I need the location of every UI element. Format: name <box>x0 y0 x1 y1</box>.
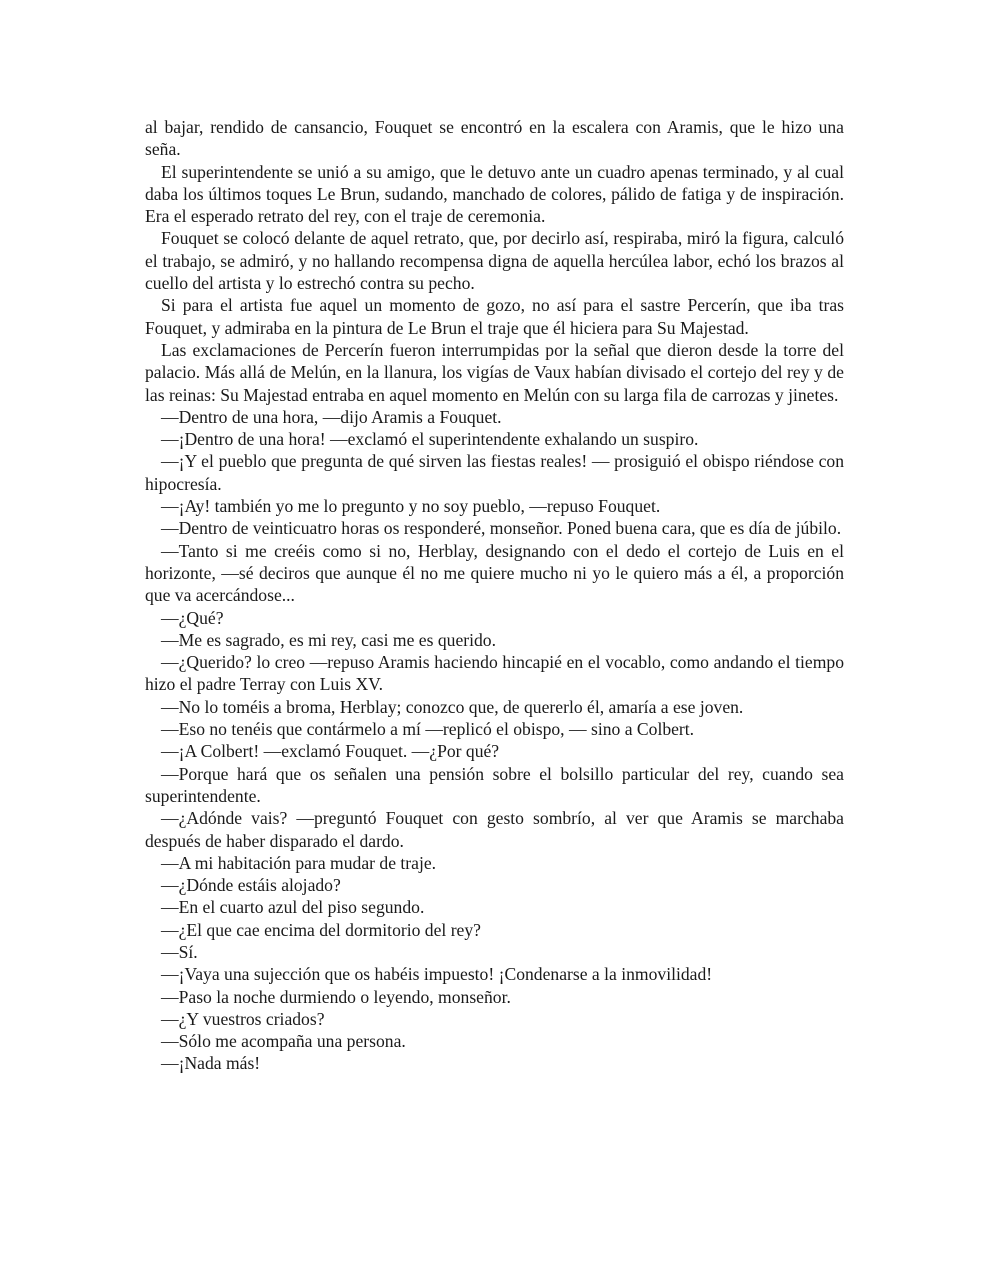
dialogue-line: —Eso no tenéis que contármelo a mí —replicó el obispo, — sino a Colbert. <box>161 719 695 740</box>
dialogue-line: —¡A Colbert! —exclamó Fouquet. —¿Por qué? <box>161 741 500 762</box>
dialogue-line: —¿Y vuestros criados? <box>161 1008 325 1029</box>
dialogue-line: —¿Adónde vais? —preguntó Fouquet con gesto sombrío, al ver que Aramis se marchaba después de haber disparado el dardo. <box>145 808 844 851</box>
paragraph: al bajar, rendido de cansancio, Fouquet se encontró en la escalera con Aramis, que le hizo una seña. <box>145 117 844 160</box>
paragraph: Si para el artista fue aquel un momento de gozo, no así para el sastre Percerín, que iba tras Fouquet, y admiraba en la pintura de Le Brun el traje que él hiciera para Su Majestad. <box>145 295 844 338</box>
dialogue-line: —Sólo me acompaña una persona. <box>161 1031 406 1052</box>
dialogue-line: —¿Qué? <box>161 607 224 628</box>
paragraph: Las exclamaciones de Percerín fueron interrumpidas por la señal que dieron desde la torre del palacio. Más allá de Melún, en la llanura, los vigías de Vaux habían divisado el cortejo del rey y de las reinas: Su Majestad entraba en aquel momento en Melún con su larga fila de carrozas y jinetes. <box>145 339 844 405</box>
dialogue-line: —En el cuarto azul del piso segundo. <box>161 897 425 918</box>
dialogue-line: —¿Querido? lo creo —repuso Aramis haciendo hincapié en el vocablo, como andando el tiempo hizo el padre Terray con Luis XV. <box>145 652 844 695</box>
dialogue-line: —Tanto si me creéis como si no, Herblay, designando con el dedo el cortejo de Luis en el horizonte, —sé deciros que aunque él no me quiere mucho ni yo le quiero más a él, a proporción que va acercándose... <box>145 540 844 606</box>
document-page <box>145 116 844 1075</box>
dialogue-line: —Dentro de veinticuatro horas os responderé, monseñor. Poned buena cara, que es día de júbilo. <box>161 518 842 539</box>
dialogue-line: —¡Nada más! <box>161 1053 261 1074</box>
dialogue-line: —A mi habitación para mudar de traje. <box>161 852 437 873</box>
dialogue-line: —¡Dentro de una hora! —exclamó el superintendente exhalando un suspiro. <box>161 429 699 450</box>
dialogue-line: —Sí. <box>161 941 198 962</box>
dialogue-line: —No lo toméis a broma, Herblay; conozco que, de quererlo él, amaría a ese joven. <box>161 696 744 717</box>
paragraph: El superintendente se unió a su amigo, que le detuvo ante un cuadro apenas terminado, y al cual daba los últimos toques Le Brun, sudando, manchado de colores, pálido de fatiga y de inspiración. Era el esperado retrato del rey, con el traje de ceremonia. <box>145 161 844 227</box>
dialogue-line: —¿Dónde estáis alojado? <box>161 875 341 896</box>
dialogue-line: —Porque hará que os señalen una pensión sobre el bolsillo particular del rey, cuando sea superintendente. <box>145 763 844 806</box>
dialogue-line: —Paso la noche durmiendo o leyendo, monseñor. <box>161 986 511 1007</box>
dialogue-line: —Dentro de una hora, —dijo Aramis a Fouquet. <box>161 406 502 427</box>
dialogue-line: —¡Y el pueblo que pregunta de qué sirven las fiestas reales! — prosiguió el obispo riéndose con hipocresía. <box>145 451 844 494</box>
dialogue-line: —¡Vaya una sujección que os habéis impuesto! ¡Condenarse a la inmovilidad! <box>161 964 713 985</box>
dialogue-line: —¿El que cae encima del dormitorio del rey? <box>161 919 481 940</box>
dialogue-line: —¡Ay! también yo me lo pregunto y no soy pueblo, —repuso Fouquet. <box>161 496 661 517</box>
paragraph: Fouquet se colocó delante de aquel retrato, que, por decirlo así, respiraba, miró la figura, calculó el trabajo, se admiró, y no hallando recompensa digna de aquella hercúlea labor, echó los brazos al cuello del artista y lo estrechó contra su pecho. <box>145 228 844 294</box>
dialogue-line: —Me es sagrado, es mi rey, casi me es querido. <box>161 629 496 650</box>
